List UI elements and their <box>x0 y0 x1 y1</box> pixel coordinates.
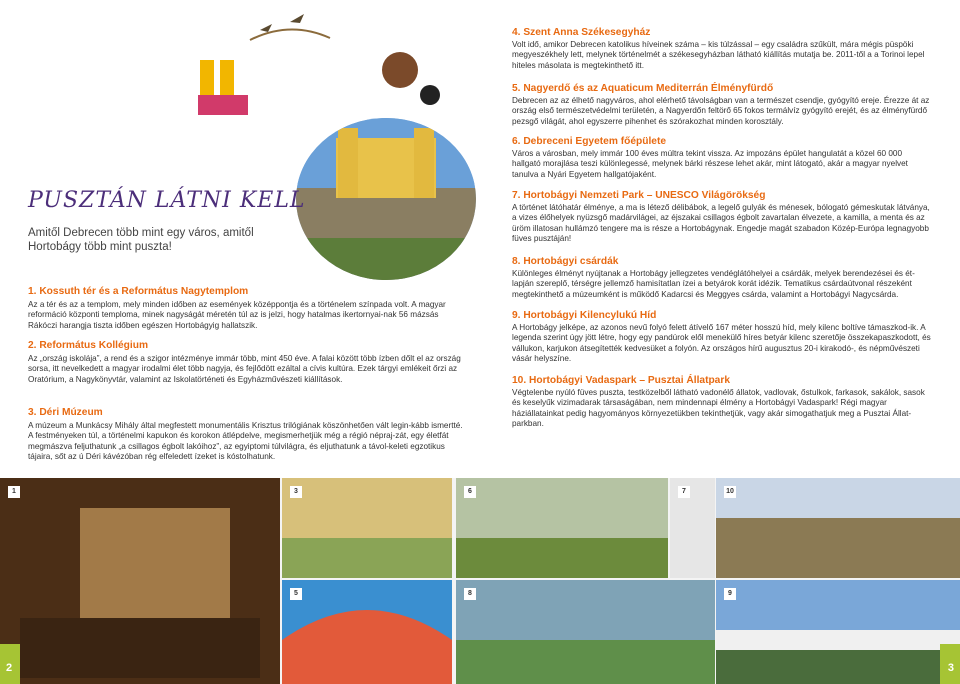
photo-waterpark <box>282 580 452 684</box>
section-body: Végtelenbe nyúló füves puszta, testközelből látható vadonélő állatok, vadlovak, őstulkok, farkasok, sakálok, sasok és keselyűk vizimadarak társaságában, nem mindennapi élmény a Hortobágyi Vadaspark! Régi magyar háziállatainkat pedig hagyományos környezetükben tekinthetjük, vagy akár simogathatjuk meg a Pusztai Állat-parkban. <box>512 387 925 429</box>
section-body: A Hortobágy jelképe, az azonos nevű folyó felett átívelő 167 méter hosszú híd, mely kilenc boltíve támaszkod-ik. A legenda szerint úgy jött létre, hogy egy pandúrok elől menekülő híres betyár kilenc szeretője összekapaszkodott, és vállukon, karjukon átsegítették kedvesüket a folyón. Az országos hírű augusztus 20-i kirakodó-, és népművészeti vásár helyszíne. <box>512 322 931 364</box>
photo-number: 5 <box>290 588 302 600</box>
photo-number: 1 <box>8 486 20 498</box>
section-heading: 7. Hortobágyi Nemzeti Park – UNESCO Világörökség <box>512 190 766 201</box>
photo-number: 9 <box>724 588 736 600</box>
section-heading: 9. Hortobágyi Kilencylukú Híd <box>512 310 657 321</box>
section-body: A múzeum a Munkácsy Mihály által megfestett monumentális Krisztus trilógiának köszönhetően vált legin-kább ismertté. A festményeken túl, a történelmi kapukon és korokon átlépdelve, megismerhetjük még a régió népraj-zát, egy életfát megmászva feljuthatunk „a csillagos égbolt lakóihoz”, az egyiptomi túlvilágra, és eljuthatunk a távol-keleti egzotikus tájaira, sőt az ú Déri kávézóban rég elfeledett ízeket is kóstolhatunk. <box>28 420 463 462</box>
section-body: A történet látóhatár élménye, a ma is létező délibábok, a legelő gulyák és ménesek, bólogató gémeskutak látványa, a vizes élőhelyek nyüzsgő madárvilágei, az éjszakai csillagos égbolt zavartalan élvezete, a kamilla, a menta és az üröm illatosan hullámzó tengere ma is része a Hortobágynak. Engedje magát szabadon Közép-Európa legnagyobb füves pusztáján! <box>512 202 930 244</box>
page-title: PUSZTÁN LÁTNI KELL <box>28 188 306 213</box>
section-heading: 3. Déri Múzeum <box>28 407 103 418</box>
section-heading: 4. Szent Anna Székesegyház <box>512 27 651 38</box>
section-10 <box>512 376 932 430</box>
photo-bridge <box>716 580 960 684</box>
section-2 <box>28 341 466 385</box>
church-photo <box>296 118 476 280</box>
section-heading: 6. Debreceni Egyetem főépülete <box>512 136 666 147</box>
photo-church <box>282 478 452 578</box>
photo-safari <box>716 478 960 578</box>
photo-number: 10 <box>724 486 736 498</box>
section-body: Különleges élményt nyújtanak a Hortobágy jellegzetes vendéglátóhelyei a csárdák, melyek berendezései és ét-lapján szereplő, térségre jellemző hamisítatlan ízei a betyárok korát idézik. Tematikus csárdaútvonal részeként megtekinthető a múzeumként is működő Kadarcsi és Meggyes csárda, valamint a Hortobágyi Nagycsárda. <box>512 268 915 299</box>
photo-birds <box>456 580 715 684</box>
section-3 <box>28 408 466 463</box>
photo-number: 8 <box>464 588 476 600</box>
section-heading: 1. Kossuth tér és a Református Nagytemplom <box>28 286 249 297</box>
section-heading: 5. Nagyerdő és az Aquaticum Mediterrán Élményfürdő <box>512 83 774 94</box>
section-9 <box>512 311 932 365</box>
photo-number: 6 <box>464 486 476 498</box>
section-body: Az a tér és az a templom, mely minden időben az események középpontja és a történelem színpada volt. A magyar reformáció központi temploma, minek nagyságát méretén túl az is jelzi, hogy hatalmas ikertornyai-nak 56 mázsás Rákóczi harangja tiszta időben egészen Hortobágyig hallatszik. <box>28 299 446 330</box>
photo-number: 7 <box>678 486 690 498</box>
section-8 <box>512 257 932 300</box>
section-4 <box>512 28 932 71</box>
section-heading: 2. Református Kollégium <box>28 340 149 351</box>
section-body: Város a városban, mely immár 100 éves múltra tekint vissza. Az impozáns épület hangulatát a közel 60 000 hallgató morajlása teszi különlegessé, melynek bárki részese lehet akár, mint látogató, akár a magyar nyelvet tanulva a Nyári Egyetem hallgatójaként. <box>512 148 908 179</box>
header-illustration <box>190 0 480 140</box>
section-7 <box>512 191 932 245</box>
page-subtitle: Amitől Debrecen több mint egy város, amitől Hortobágy több mint puszta! <box>28 227 254 253</box>
page-number-left: 2 <box>6 662 13 674</box>
photo-painting <box>0 478 280 684</box>
section-6 <box>512 137 932 180</box>
section-heading: 10. Hortobágyi Vadaspark – Pusztai Állatpark <box>512 375 730 386</box>
section-5 <box>512 84 932 127</box>
photo-number: 3 <box>290 486 302 498</box>
page-number-right: 3 <box>947 662 954 674</box>
photo-university <box>456 478 668 578</box>
photo-stork <box>670 478 715 578</box>
section-body: Volt idő, amikor Debrecen katolikus híveinek száma – kis túlzással – egy családra szűkült, mára mégis püspöki megyeszékhely lett, melynek történelmét a székesegyházban látható kiállítás mutatja be. 2011-től a a Torinoi lepel hiteles másolata is megtekinthető itt. <box>512 39 925 70</box>
section-1 <box>28 287 466 331</box>
section-body: Az „ország iskolája”, a rend és a szigor intézménye immár több, mint 450 éve. A falai között több ízben dőlt el az ország sorsa, itt nevelkedett a magyar irodalmi élet több nagyja, és fejlődött ezáltal a cívis kultúra. Ezek tárgyi emlékeit őrzi az Oratórium, a Nagykönyvtár, valamint az Iskolatörténeti és Egyházművészeti kiállítások. <box>28 353 461 384</box>
section-body: Debrecen az az élhető nagyváros, ahol elérhető távolságban van a természet csendje, gyógyító ereje. Érezze át az ország első természetvédelmi területén, a Nagyerdőn feltörő 65 fokos termálvíz gyógyító erejét, és az élményfürdő pezsgő világát, ahol egyszerre pihenhet és szórakozhat minden korosztály. <box>512 95 930 126</box>
section-heading: 8. Hortobágyi csárdák <box>512 256 619 267</box>
